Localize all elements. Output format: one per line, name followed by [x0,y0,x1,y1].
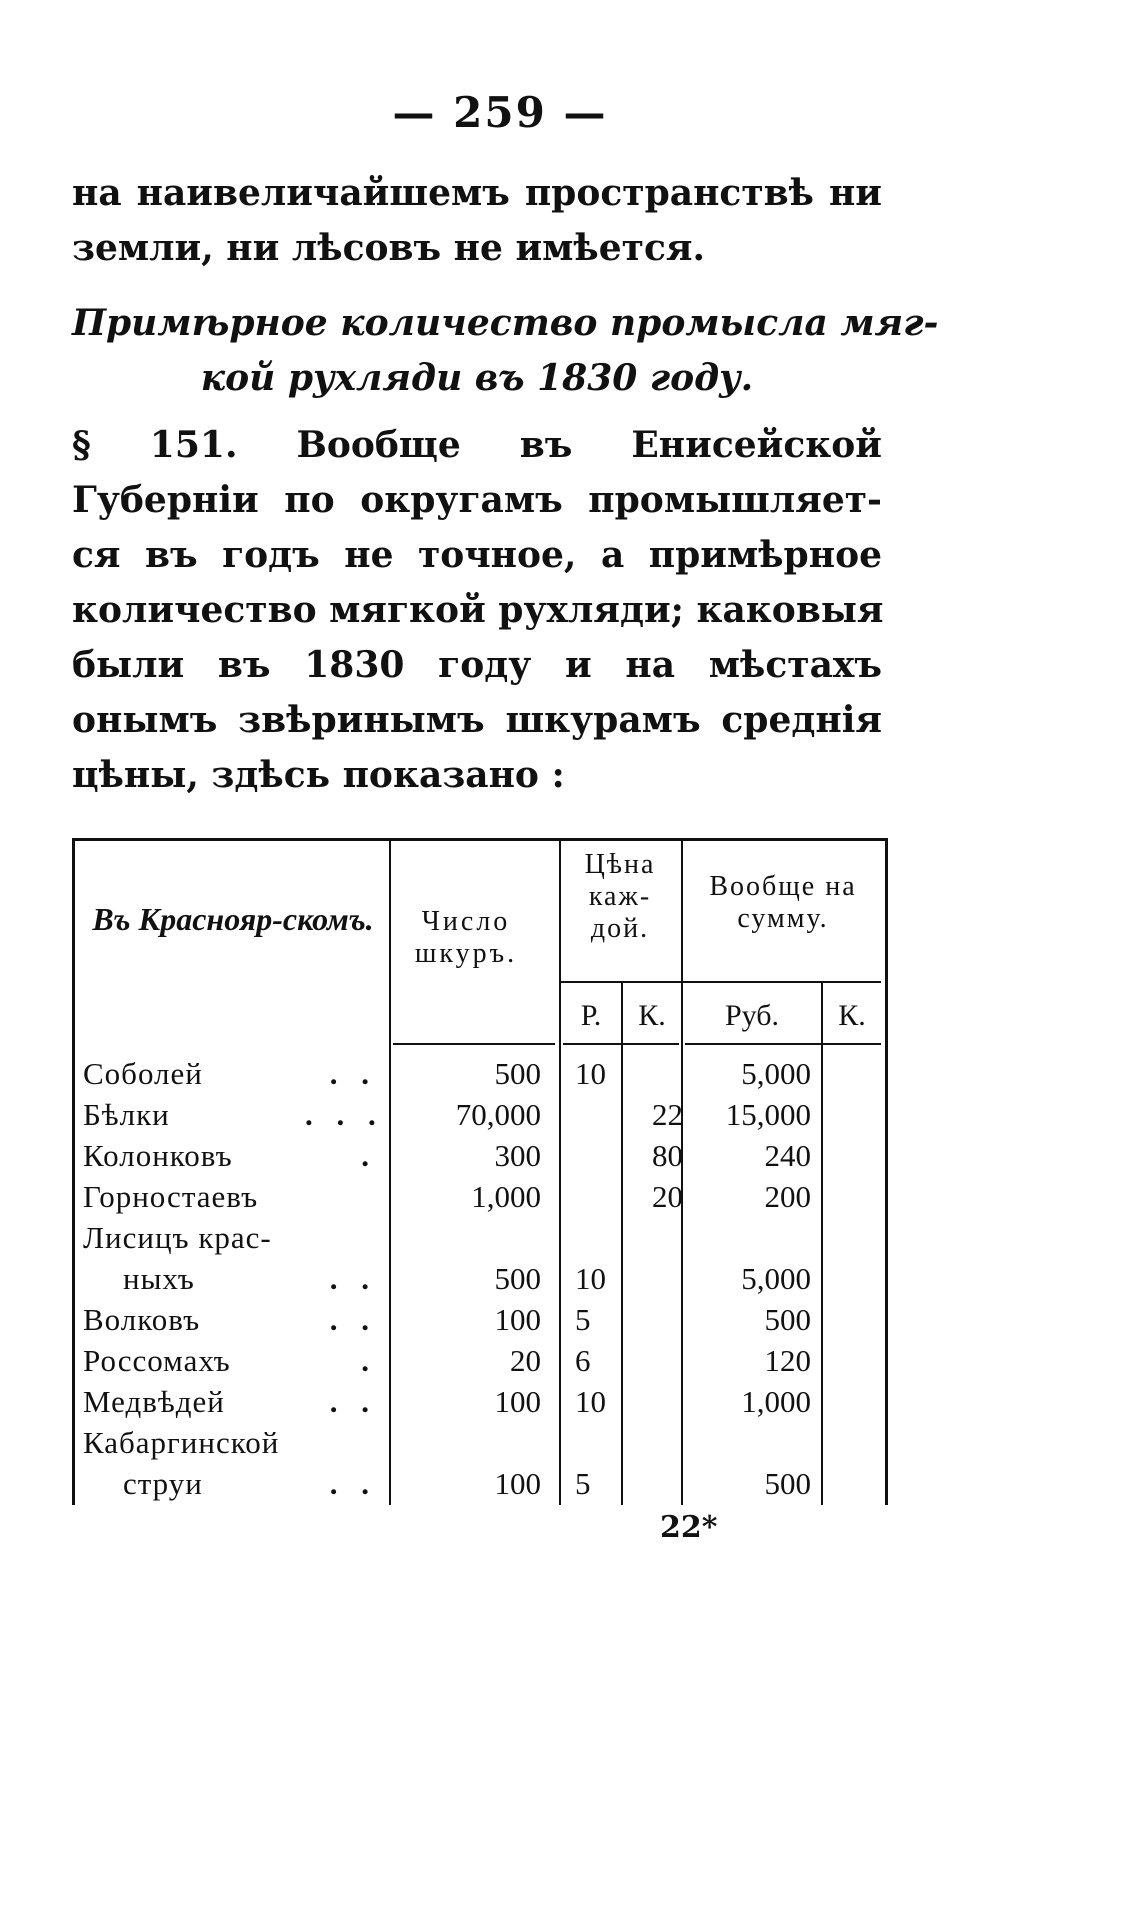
header-total: Вообще на сумму. [709,871,857,935]
cell-price-kopeks: 20 [652,1179,683,1214]
fur-trade-table [72,838,888,1505]
cell-dots: . . [329,1384,377,1419]
table-row [75,1135,885,1176]
cell-total: 200 [764,1179,811,1214]
cell-price-rubles: 5 [575,1302,591,1337]
cell-name: Соболей [83,1056,203,1091]
cell-total: 240 [764,1138,811,1173]
cell-count: 100 [494,1466,541,1501]
header-price: Цѣна каж-дой. [584,849,656,945]
cell-name: струи [123,1466,203,1501]
cell-dots: . [361,1138,377,1173]
cell-total: 120 [764,1343,811,1378]
header-total-rubles: Руб. [724,999,780,1032]
cell-price-rubles: 5 [575,1466,591,1501]
table-row [75,1340,885,1381]
cell-count: 100 [494,1384,541,1419]
cell-total: 5,000 [741,1056,811,1091]
cell-count: 1,000 [471,1179,541,1214]
page-number: — 259 — [392,88,608,137]
body-line: Губерніи по округамъ промышляет- [72,479,882,521]
header-rule [559,981,881,983]
cell-count: 100 [494,1302,541,1337]
body-line: онымъ звѣринымъ шкурамъ среднія [72,699,882,741]
body-line: цѣны, здѣсь показано : [72,754,565,796]
cell-dots: . . [329,1261,377,1296]
cell-name: Горностаевъ [83,1179,259,1214]
body-line: § 151. Вообще въ Енисейской [72,424,882,466]
cell-price-kopeks: 22 [652,1097,683,1132]
cell-name: Россомахъ [83,1343,231,1378]
table-row [75,1176,885,1217]
cell-dots: . . [329,1466,377,1501]
cell-count: 300 [494,1138,541,1173]
cell-name: Волковъ [83,1302,201,1337]
cell-dots: . . [329,1056,377,1091]
cell-price-rubles: 6 [575,1343,591,1378]
cell-count: 70,000 [455,1097,541,1132]
cell-dots: . . [329,1302,377,1337]
header-price-kopeks: К. [638,999,666,1032]
cell-price-rubles: 10 [575,1261,606,1296]
header-rule [685,1043,881,1045]
signature-mark: 22* [660,1510,718,1545]
header-total-kopeks: К. [838,999,866,1032]
cell-count: 500 [494,1261,541,1296]
intro-paragraph [72,166,882,276]
cell-total: 500 [764,1466,811,1501]
cell-price-rubles: 10 [575,1384,606,1419]
table-row [75,1258,885,1299]
body-line: количество мягкой рухляди; каковыя [72,589,884,631]
cell-dots: . [361,1343,377,1378]
table-row [75,1422,885,1463]
cell-price-kopeks: 80 [652,1138,683,1173]
cell-total: 500 [764,1302,811,1337]
table-row [75,1094,885,1135]
cell-name: ныхъ [123,1261,195,1296]
cell-count: 500 [494,1056,541,1091]
cell-count: 20 [510,1343,541,1378]
table-row [75,1053,885,1094]
table-row [75,1299,885,1340]
cell-name: Колонковъ [83,1138,233,1173]
table-row [75,1463,885,1504]
intro-line: земли, ни лѣсовъ не имѣется. [72,227,706,269]
cell-name: Кабаргинской [83,1425,280,1460]
header-price-rubles: Р. [580,999,602,1032]
heading-line: Примѣрное количество промысла мяг- [72,302,939,344]
heading-line: кой рухляди въ 1830 году. [200,357,754,399]
body-paragraph [72,418,882,803]
body-line: были въ 1830 году и на мѣстахъ [72,644,882,686]
cell-name: Бѣлки [83,1097,170,1132]
cell-total: 1,000 [741,1384,811,1419]
table-row [75,1217,885,1258]
cell-total: 5,000 [741,1261,811,1296]
cell-name: Медвѣдей [83,1384,225,1419]
cell-name: Лисицъ крас- [83,1220,272,1255]
cell-price-rubles: 10 [575,1056,606,1091]
header-region: Въ Краснояр-скомъ. [92,901,374,937]
header-rule [393,1043,555,1045]
table-row [75,1381,885,1422]
body-line: ся въ годъ не точное, а примѣрное [72,534,882,576]
cell-dots: . . . [305,1097,384,1132]
section-heading [72,296,939,406]
header-count: Число шкуръ. [414,906,518,970]
header-rule [563,1043,679,1045]
intro-line: на наивеличайшемъ пространствѣ ни [72,172,882,214]
cell-total: 15,000 [725,1097,811,1132]
